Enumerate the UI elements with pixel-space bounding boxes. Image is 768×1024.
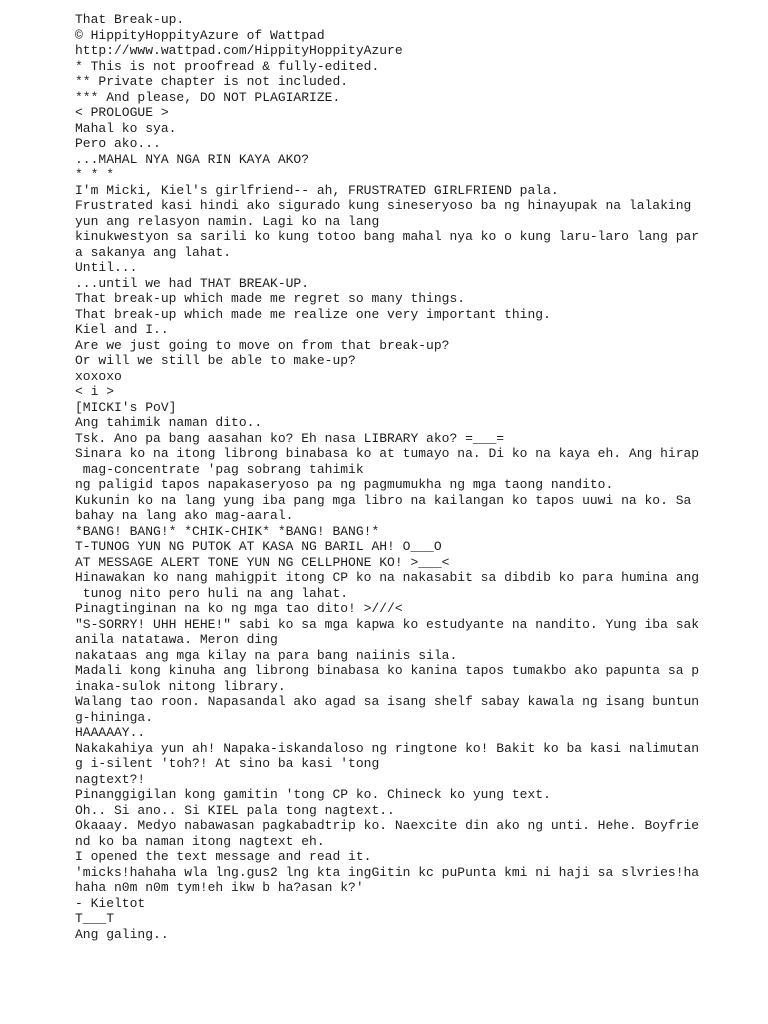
text-line: Frustrated kasi hindi ako sigurado kung sineseryoso ba ng hinayupak na lalaking	[75, 198, 692, 213]
text-line: I'm Micki, Kiel's girlfriend-- ah, FRUSTRATED GIRLFRIEND pala.	[75, 182, 559, 198]
text-line: Pinagtinginan na ko ng mga tao dito! >///<	[75, 601, 403, 616]
text-line: Kiel and I..	[75, 322, 169, 337]
text-line: * * *	[75, 167, 115, 182]
text-line: Walang tao roon. Napasandal ako agad sa isang shelf sabay kawala ng isang buntun	[75, 694, 700, 709]
text-line: < i >	[75, 384, 115, 399]
text-line: nd ko ba naman itong nagtext eh.	[75, 833, 325, 849]
text-line: haha n0m n0m tym!eh ikw b ha?asan k?'	[75, 880, 364, 895]
text-line: < PROLOGUE >	[75, 105, 169, 120]
text-line: Oh.. Si ano.. Si KIEL pala tong nagtext..	[75, 802, 395, 818]
text-line: inaka-sulok nitong library.	[75, 678, 286, 694]
text-line: Okaaay. Medyo nabawasan pagkabadtrip ko. Naexcite din ako ng unti. Hehe. Boyfrie	[75, 818, 700, 833]
text-line: *BANG! BANG!* *CHIK-CHIK* *BANG! BANG!*	[75, 523, 380, 539]
text-line: Kukunin ko na lang yung iba pang mga libro na kailangan ko tapos uuwi na ko. Sa	[75, 492, 692, 508]
text-line: xoxoxo	[75, 368, 122, 384]
text-line: Pinanggigilan kong gamitin 'tong CP ko. Chineck ko yung text.	[75, 787, 551, 802]
text-line: T-TUNOG YUN NG PUTOK AT KASA NG BARIL AH! O___O	[75, 539, 442, 554]
text-line: T___T	[75, 911, 115, 926]
text-line: nakataas ang mga kilay na para bang naiinis sila.	[75, 647, 458, 663]
text-line: - Kieltot	[75, 895, 146, 911]
text-line: I opened the text message and read it.	[75, 849, 372, 864]
text-line: Ang galing..	[75, 926, 169, 942]
text-line: AT MESSAGE ALERT TONE YUN NG CELLPHONE KO! >___<	[75, 554, 450, 570]
text-line: Are we just going to move on from that break-up?	[75, 337, 450, 353]
text-line: bahay na lang ako mag-aaral.	[75, 508, 294, 523]
text-line: [MICKI's PoV]	[75, 399, 177, 415]
text-line: http://www.wattpad.com/HippityHoppityAzure	[75, 43, 403, 58]
document-text	[75, 12, 755, 942]
text-line: Ang tahimik naman dito..	[75, 415, 263, 430]
text-line: mag-concentrate 'pag sobrang tahimik	[75, 461, 364, 477]
text-line: Nakakahiya yun ah! Napaka-iskandaloso ng ringtone ko! Bakit ko ba kasi nalimutan	[75, 740, 700, 756]
text-line: tunog nito pero huli na ang lahat.	[75, 585, 349, 601]
text-line: Until...	[75, 260, 138, 275]
text-line: That Break-up.	[75, 12, 185, 27]
text-line: That break-up which made me realize one very important thing.	[75, 306, 551, 322]
text-line: Or will we still be able to make-up?	[75, 353, 356, 368]
text-line: ** Private chapter is not included.	[75, 74, 349, 89]
text-line: That break-up which made me regret so many things.	[75, 291, 466, 306]
text-line: 'micks!hahaha wla lng.gus2 lng kta ingGitin kc puPunta kmi ni haji sa slvries!ha	[75, 864, 700, 880]
text-line: ...until we had THAT BREAK-UP.	[75, 275, 310, 291]
text-line: "S-SORRY! UHH HEHE!" sabi ko sa mga kapwa ko estudyante na nandito. Yung iba sak	[75, 616, 700, 632]
text-line: Sinara ko na itong librong binabasa ko at tumayo na. Di ko na kaya eh. Ang hirap	[75, 446, 700, 461]
text-line: kinukwestyon sa sarili ko kung totoo bang mahal nya ko o kung laru-laro lang par	[75, 229, 700, 244]
text-line: * This is not proofread & fully-edited.	[75, 58, 380, 74]
text-line: nagtext?!	[75, 771, 146, 787]
text-line: Tsk. Ano pa bang aasahan ko? Eh nasa LIBRARY ako? =___=	[75, 430, 505, 446]
text-line: *** And please, DO NOT PLAGIARIZE.	[75, 89, 341, 105]
text-line: ng paligid tapos napakaseryoso pa ng pagmumukha ng mga taong nandito.	[75, 477, 614, 492]
text-line: Pero ako...	[75, 136, 161, 151]
text-line: g i-silent 'toh?! At sino ba kasi 'tong	[75, 756, 380, 771]
text-line: HAAAAAY..	[75, 725, 146, 740]
text-line: a sakanya ang lahat.	[75, 244, 232, 260]
text-line: ...MAHAL NYA NGA RIN KAYA AKO?	[75, 151, 310, 167]
text-line: Mahal ko sya.	[75, 120, 177, 136]
text-line: yun ang relasyon namin. Lagi ko na lang	[75, 213, 380, 229]
text-line: g-hininga.	[75, 709, 154, 725]
text-line: © HippityHoppityAzure of Wattpad	[75, 27, 325, 43]
text-line: Hinawakan ko nang mahigpit itong CP ko na nakasabit sa dibdib ko para humina ang	[75, 570, 700, 585]
text-line: Madali kong kinuha ang librong binabasa ko kanina tapos tumakbo ako papunta sa p	[75, 663, 700, 678]
text-line: anila natatawa. Meron ding	[75, 632, 278, 647]
